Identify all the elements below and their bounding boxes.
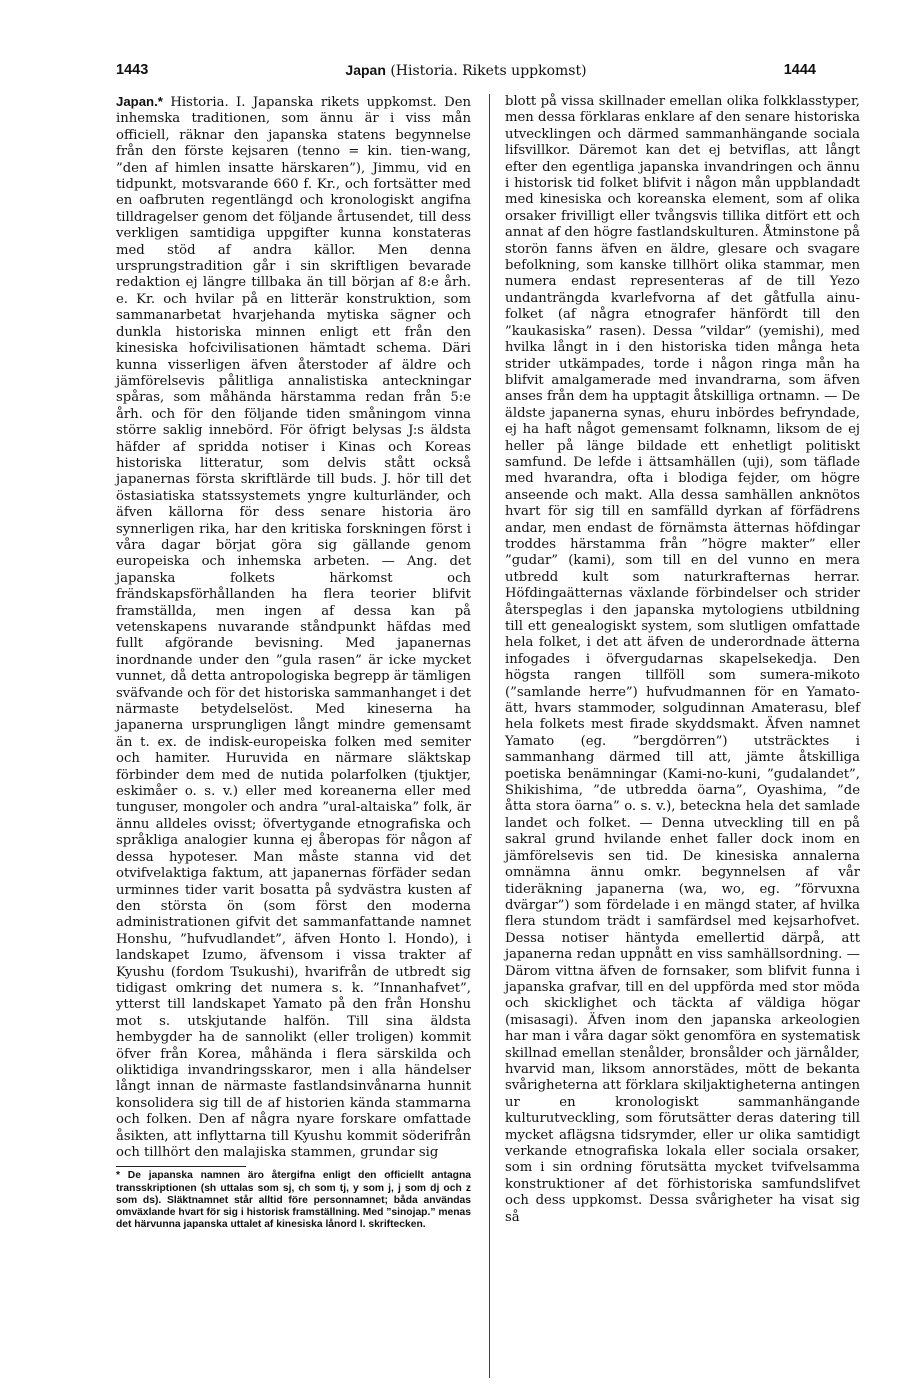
footnote-rule	[116, 1166, 246, 1167]
page-number-right: 1444	[783, 62, 816, 78]
right-body-text: blott på vissa skillnader emellan olika folkklasstyper, men dessa förklaras enklare af den senare historiska utvecklingen och därmed sammanhängande sociala lifsvillkor. Däremot kan det ej betviflas, att långt efter den egentliga japanska invandringen och ännu i historisk tid folket blifvit i någon mån uppblandadt med kinesiska och koreanska element, som af olika orsaker frivilligt eller tvångsvis tillika ditfört ett och annat af den högre fastlandskulturen. Åtminstone på storön fanns äfven en äldre, glesare och svagare befolkning, som kanske tillhört olika stammar, men numera endast representeras af de till Yezo undanträngda kvarlefvorna af det gåtfulla ainu-folket (af några etnografer hänfördt till den ”kaukasiska” rasen). Dessa ”vildar” (yemishi), med hvilka långt in i den historiska tiden många heta strider utkämpades, torde i någon ringa mån ha blifvit amalgamerade med invandrarna, som äfven anses från dem ha upptagit åtskilliga ortnamn. — De äldste japanerna synas, ehuru inbördes befryndade, ej ha haft något gemensamt folknamn, liksom de ej heller på länge bildade ett enhetligt politiskt samfund. De lefde i ättsamhällen (uji), som täflade med hvarandra, ofta i blodiga fejder, om högre anseende och makt. Alla dessa samhällen anknötos hvart för sig till en samfälld dyrkan af förfädrens andar, men endast de förnämsta ätternas höfdingar troddes härstamma från ”högre makter” eller ”gudar” (kami), som till en del vunno en mera utbredd kult som naturkrafternas herrar. Höfdingaätternas växlande förbindelser och strider återspeglas i den japanska mytologiens utbildning till ett genealogiskt system, som slutligen omfattade hela folket, i det att äfven de underordnade ätterna infogades i öfvergudarnas skapelsekedja. Den högsta rangen tillföll som sumera-mikoto (”samlande herre”) hufvudmannen för en Yamato-ätt, hvars stammoder, solgudinnan Amaterasu, blef hela folkets mest firade skyddsmakt. Äfven namnet Yamato (eg. ”bergdörren”) utsträcktes i sammanhang därmed till att, jämte åtskilliga poetiska benämningar (Kami-no-kuni, ”gudalandet”, Shikishima, ”de utbredda öarna”, Oyashima, ”de åtta stora öarna” o. s. v.), beteckna hela det samlade landet och folket. — Denna utveckling till en på sakral grund hvilande enhet faller dock inom en jämförelsevis sen tid. De kinesiska annalerna omnämna ännu omkr. begynnelsen af vår tideräkning japanerna (wa, wo, eg. ”förvuxna dvärgar”) som fördelade i en mängd stater, af hvilka flera stundom trädt i samfärdsel med kejsarhofvet. Dessa notiser häntyda emellertid därpå, att japanerna redan uppnått en viss samhällsordning. — Därom vittna äfven de fornsaker, som blifvit funna i japanska grafvar, till en del uppförda med stor möda och skicklighet och täckta af väldiga högar (misasagi). Äfven inom den japanska arkeologien har man i våra dagar sökt genomföra en systematisk skillnad emellan stenålder, bronsålder och järnålder, hvarvid man, liksom annorstädes, mött de bekanta svårigheterna att förklara skiljaktigheterna antingen ur en kronologiskt sammanhängande kulturutveckling, som förutsätter deras datering till mycket aflägsna tidsrymder, eller ur olika samtidigt verkande etnografiska lokala eller sociala orsaker, som i sin ordning förutsätta mycket tvifvelsamma konstruktioner af det förhistoriska samfundslifvet och dess uppkomst. Dessa svårigheter ha visat sig så	[505, 94, 860, 1225]
entry-headword: Japan.*	[116, 94, 163, 109]
page-number-left: 1443	[116, 62, 149, 78]
footnote: * De japanska namnen äro återgifna enligt den officiellt antagna transskriptionen (sh uttalas som sj, ch som tj, y som j, j som dj och z som ds). Släktnamnet står alltid före personnamnet; båda användas omväxlande hvart för sig i historisk framställning. Med ”sinojap.” menas det härvunna japanska uttalet af kinesiska lånord l. skriftecken.	[116, 1170, 471, 1231]
left-column-text	[116, 94, 471, 1161]
column-divider	[489, 94, 490, 1378]
left-column	[116, 94, 471, 1231]
running-head-subtitle: (Historia. Rikets uppkomst)	[385, 63, 587, 79]
left-body-text: Historia. I. Japanska rikets uppkomst. Den inhemska traditionen, som ännu är i viss mån officiell, räknar den japanska statens begynnelse från den förste kejsaren (tenno = kin. tien-wang, ”den af himlen insatte härskaren”), Jimmu, vid en tidpunkt, motsvarande 660 f. Kr., och fortsätter med en oafbruten regentlängd och kronologiskt angifna tilldragelser genom det följande årtusendet, till dess verkligen samtidiga uppgifter kunna konstateras med stöd af andra källor. Men denna ursprungstradition går i sin skriftligen bevarade redaktion ej längre tillbaka än till början af 8:e årh. e. Kr. och hvilar på en litterär konstruktion, som sammanarbetat hvarjehanda mytiska sägner och dunkla historiska minnen enligt ett från den kinesiska hofcivilisationen hämtadt schema. Däri kunna visserligen äfven återstoder af äldre och jämförelsevis pålitliga annalistiska anteckningar spåras, som måhända härstamma redan från 5:e årh. och för den följande tiden småningom vinna större saklig innebörd. För öfrigt belysas J:s äldsta häfder af spridda notiser i Kinas och Koreas historiska litteratur, som delvis stått också japanernas första skriftlärde till buds. J. hör till det östasiatiska statssystemets yngre kulturländer, och äfven källorna för dess senare historia äro synnerligen rika, har den kritiska forskningen först i våra dagar börjat göra sig gällande genom europeiska och inhemska arbeten. — Ang. det japanska folkets härkomst och frändskapsförhållanden ha flera teorier blifvit framställda, men ingen af dessa kan på vetenskapens nuvarande ståndpunkt häfdas med fullt afgörande bevisning. Med japanernas inordnande under den ”gula rasen” är icke mycket vunnet, då detta antropologiska begrepp är tämligen sväfvande och för det historiska sammanhanget i det närmaste betydelselöst. Med kineserna ha japanerna ursprungligen långt mindre gemensamt än t. ex. de indisk-europeiska folken med semiter och hamiter. Huruvida en närmare släktskap förbinder dem med de nutida polarfolken (tjuktjer, eskimåer o. s. v.) eller med koreanerna eller med tunguser, mongoler och andra ”ural-altaiska” folk, är ännu alldeles ovisst; öfvertygande etnografiska och språkliga analogier kunna ej åberopas för någon af dessa hypoteser. Man måste stanna vid det otvifvelaktiga faktum, att japanernas förfäder sedan urminnes tider varit bosatta på sydvästra kusten af den största ön (som först den moderna administrationen gifvit det sammanfattande namnet Honshu, ”hufvudlandet”, äfven Honto l. Hondo), i landskapet Izumo, äfvensom i vissa trakter af Kyushu (fordom Tsukushi), hvarifrån de utbredt sig tidigast omkring det numera s. k. ”Innanhafvet”, ytterst till landskapet Yamato på den från Honshu mot s. utskjutande halfön. Till sina äldsta hembygder ha de sannolikt (eller troligen) kommit öfver från Korea, måhända i flera särskilda och oliktidiga invandringsskaror, men i alla händelser långt innan de närmaste fastlandsinvånarna hunnit konsolidera sig till de af historien kända stammarna och folken. Den af några nyare forskare omfattade åsikten, att inflyttarna till Kyushu kommit söderifrån och tillhört den malajiska stammen, grundar sig	[116, 95, 471, 1160]
running-head	[116, 62, 816, 79]
running-head-title: Japan	[345, 62, 386, 78]
page-header	[116, 62, 816, 86]
right-column	[505, 94, 860, 1226]
